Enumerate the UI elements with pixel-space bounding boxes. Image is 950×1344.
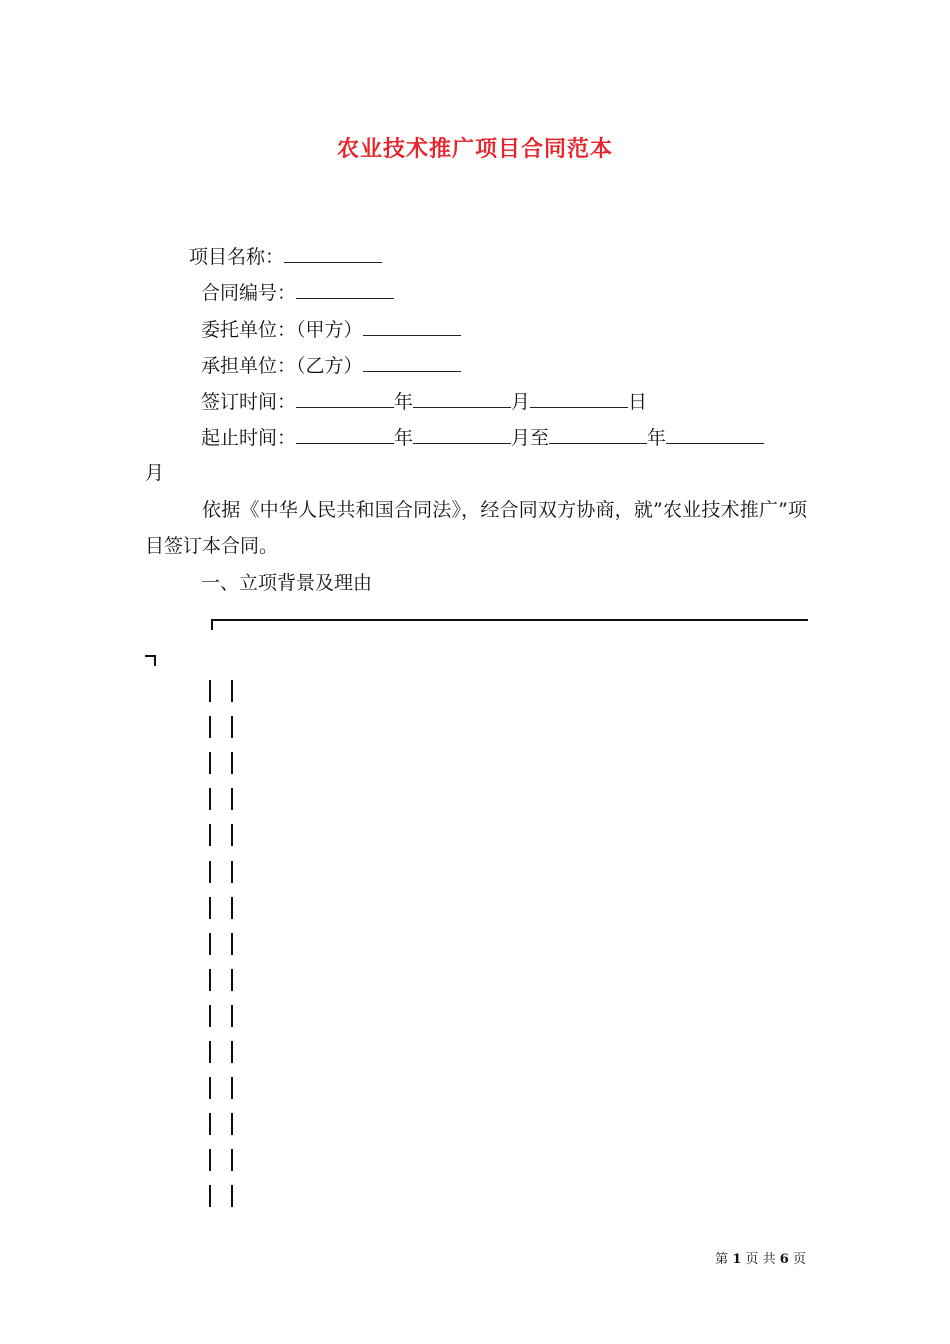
sign-month-label: 月 (511, 391, 531, 413)
month-to-label: 月至 (511, 427, 550, 449)
inner-border-segment (231, 1041, 233, 1063)
page-footer (715, 1248, 806, 1267)
inner-border-segment (231, 897, 233, 919)
inner-border-segment (231, 752, 233, 774)
left-border-segment (209, 1185, 211, 1207)
page-prefix: 第 (715, 1252, 729, 1267)
client-party-label: （甲方） (296, 319, 363, 341)
inner-border-segment (231, 1149, 233, 1171)
page-suffix: 页 (792, 1252, 806, 1267)
contractor-label: 承担单位： (201, 355, 297, 377)
sign-day-blank (530, 389, 628, 408)
client-blank (363, 317, 461, 336)
left-border-segment (209, 1005, 211, 1027)
table-row-border (209, 933, 239, 955)
end-month-blank (666, 425, 764, 444)
inner-border-segment (231, 969, 233, 991)
intro-paragraph: 依据《中华人民共和国合同法》，经合同双方协商，就”农业技术推广”项目签订本合同。 (145, 499, 807, 557)
table-row-border (209, 716, 239, 738)
left-border-segment (209, 824, 211, 846)
inner-border-segment (231, 680, 233, 702)
table-row-border (209, 824, 239, 846)
trailing-month-label: 月 (145, 462, 165, 484)
sign-date-label: 签订时间： (201, 391, 297, 413)
sign-year-blank (296, 389, 394, 408)
table-top-border (211, 619, 808, 630)
left-border-segment (209, 752, 211, 774)
start-end-line (201, 425, 764, 450)
project-name-blank (284, 244, 382, 263)
inner-border-segment (231, 716, 233, 738)
inner-border-segment (231, 1077, 233, 1099)
table-top-right-corner (145, 655, 156, 666)
left-border-segment (209, 680, 211, 702)
left-border-segment (209, 1077, 211, 1099)
contract-no-line (201, 280, 394, 305)
table-row-border (209, 861, 239, 883)
page-current: 1 (732, 1252, 742, 1267)
inner-border-segment (231, 861, 233, 883)
left-border-segment (209, 788, 211, 810)
start-end-label: 起止时间： (201, 427, 297, 449)
table-row-border (209, 680, 239, 702)
sign-year-label: 年 (394, 391, 414, 413)
end-year-blank (549, 425, 647, 444)
left-border-segment (209, 1149, 211, 1171)
start-year-label: 年 (394, 427, 414, 449)
table-row-border (209, 1113, 239, 1135)
contract-no-blank (296, 280, 394, 299)
table-row-border (209, 1077, 239, 1099)
client-line (201, 317, 461, 342)
document-title: 农业技术推广项目合同范本 (336, 136, 613, 162)
contractor-party-label: （乙方） (296, 355, 363, 377)
page-total: 6 (779, 1252, 789, 1267)
inner-border-segment (231, 788, 233, 810)
start-month-blank (413, 425, 511, 444)
table-row-border (209, 897, 239, 919)
start-year-blank (296, 425, 394, 444)
table-row-border (209, 1149, 239, 1171)
inner-border-segment (231, 824, 233, 846)
contract-no-label: 合同编号： (201, 282, 297, 304)
left-border-segment (209, 969, 211, 991)
contractor-blank (363, 353, 461, 372)
inner-border-segment (231, 1113, 233, 1135)
client-label: 委托单位： (201, 319, 297, 341)
table-row-border (209, 788, 239, 810)
project-name-label: 项目名称： (189, 246, 285, 268)
table-row-border (209, 752, 239, 774)
sign-month-blank (413, 389, 511, 408)
left-border-segment (209, 861, 211, 883)
project-name-line (189, 244, 382, 269)
contractor-line (201, 353, 461, 378)
page-middle: 页 共 (745, 1252, 776, 1267)
section-1-heading: 一、立项背景及理由 (201, 572, 373, 594)
end-year-label: 年 (647, 427, 667, 449)
left-border-segment (209, 933, 211, 955)
inner-border-segment (231, 933, 233, 955)
sign-date-line (201, 389, 647, 414)
inner-border-segment (231, 1005, 233, 1027)
table-row-border (209, 1185, 239, 1207)
sign-day-label: 日 (628, 391, 648, 413)
table-row-border (209, 1005, 239, 1027)
inner-border-segment (231, 1185, 233, 1207)
table-row-border (209, 969, 239, 991)
left-border-segment (209, 716, 211, 738)
table-row-border (209, 1041, 239, 1063)
left-border-segment (209, 897, 211, 919)
left-border-segment (209, 1113, 211, 1135)
left-border-segment (209, 1041, 211, 1063)
